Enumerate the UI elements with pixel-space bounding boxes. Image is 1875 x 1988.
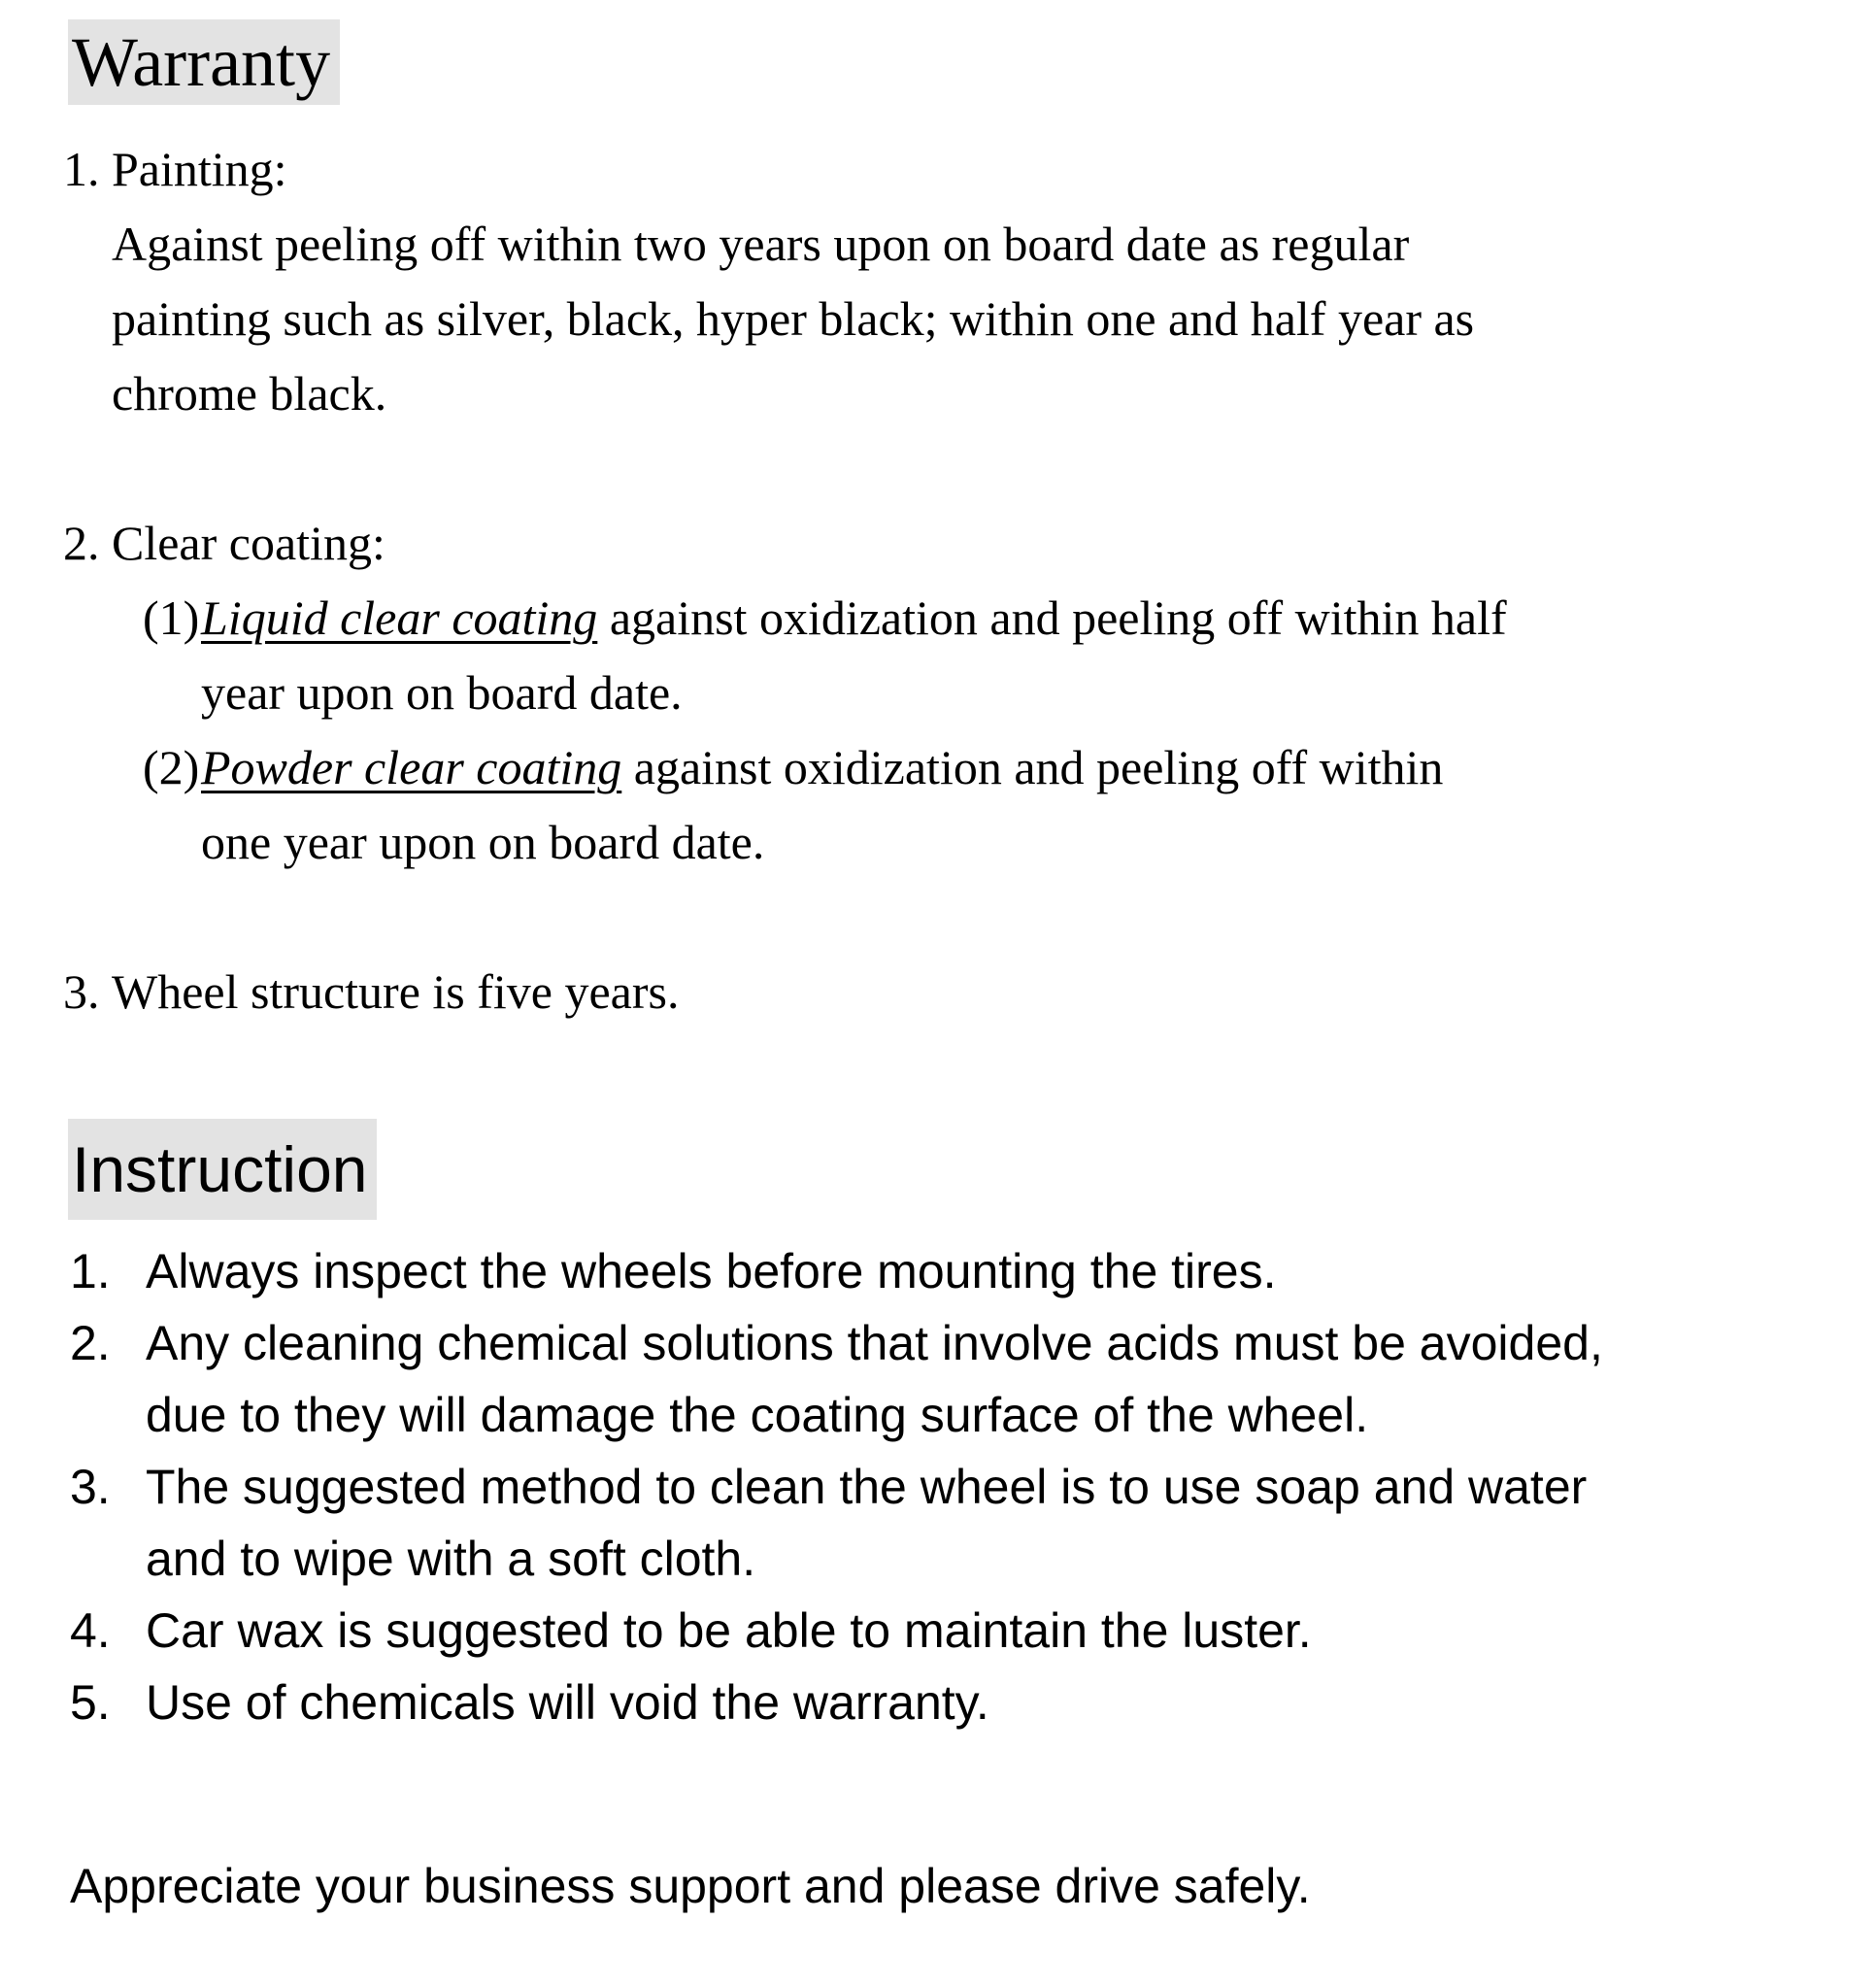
list-marker: 3. <box>70 1460 111 1514</box>
instruction-line: Any cleaning chemical solutions that involve acids must be avoided, <box>146 1316 1603 1370</box>
warranty-subline-text: against oxidization and peeling off within half <box>597 590 1507 645</box>
warranty-item-clear-coating <box>0 506 1875 880</box>
list-marker: 1. <box>63 142 100 196</box>
warranty-line: Clear coating: <box>112 516 385 570</box>
emphasized-term: Liquid clear coating <box>201 590 598 645</box>
list-marker: 2. <box>70 1316 111 1370</box>
instruction-line: due to they will damage the coating surface of the wheel. <box>146 1388 1369 1442</box>
warranty-subitem-liquid <box>112 581 1875 730</box>
warranty-subline-text: against oxidization and peeling off within <box>621 740 1444 794</box>
instruction-heading: Instruction <box>68 1119 377 1220</box>
list-marker: 3. <box>63 964 100 1019</box>
list-marker: 4. <box>70 1603 111 1658</box>
instruction-item-car-wax <box>0 1595 1875 1667</box>
warranty-line: Painting: <box>112 142 287 196</box>
sublist-marker: (2) <box>143 740 200 794</box>
instruction-line: The suggested method to clean the wheel is to use soap and water <box>146 1460 1588 1514</box>
warranty-list <box>0 132 1875 1029</box>
warranty-subitem-powder <box>112 730 1875 880</box>
warranty-line: Against peeling off within two years upon on board date as regular <box>112 217 1410 271</box>
sublist-marker: (1) <box>143 590 200 645</box>
instruction-item-inspect <box>0 1235 1875 1307</box>
closing-note: Appreciate your business support and please drive safely. <box>70 1859 1311 1913</box>
list-marker: 1. <box>70 1244 111 1298</box>
warranty-subline: year upon on board date. <box>201 665 683 720</box>
list-marker: 5. <box>70 1675 111 1730</box>
warranty-subline <box>201 581 1875 656</box>
warranty-line: Wheel structure is five years. <box>112 964 680 1019</box>
warranty-heading: Warranty <box>68 19 340 105</box>
instruction-item-cleaning-method <box>0 1451 1875 1595</box>
list-marker: 2. <box>63 516 100 570</box>
instruction-line: and to wipe with a soft cloth. <box>146 1532 756 1586</box>
instruction-item-acids <box>0 1307 1875 1451</box>
document-page <box>0 19 1875 1922</box>
warranty-subline <box>201 730 1875 805</box>
instruction-line: Use of chemicals will void the warranty. <box>146 1675 989 1730</box>
warranty-item-wheel-structure <box>0 955 1875 1029</box>
warranty-line: painting such as silver, black, hyper black; within one and half year as <box>112 291 1475 346</box>
warranty-line: chrome black. <box>112 366 387 421</box>
instruction-line: Car wax is suggested to be able to maintain the luster. <box>146 1603 1312 1658</box>
instruction-list <box>0 1235 1875 1738</box>
instruction-line: Always inspect the wheels before mounting the tires. <box>146 1244 1277 1298</box>
warranty-subline: one year upon on board date. <box>201 815 765 869</box>
instruction-item-chemicals-void <box>0 1667 1875 1738</box>
emphasized-term: Powder clear coating <box>201 740 622 794</box>
warranty-item-painting <box>0 132 1875 431</box>
